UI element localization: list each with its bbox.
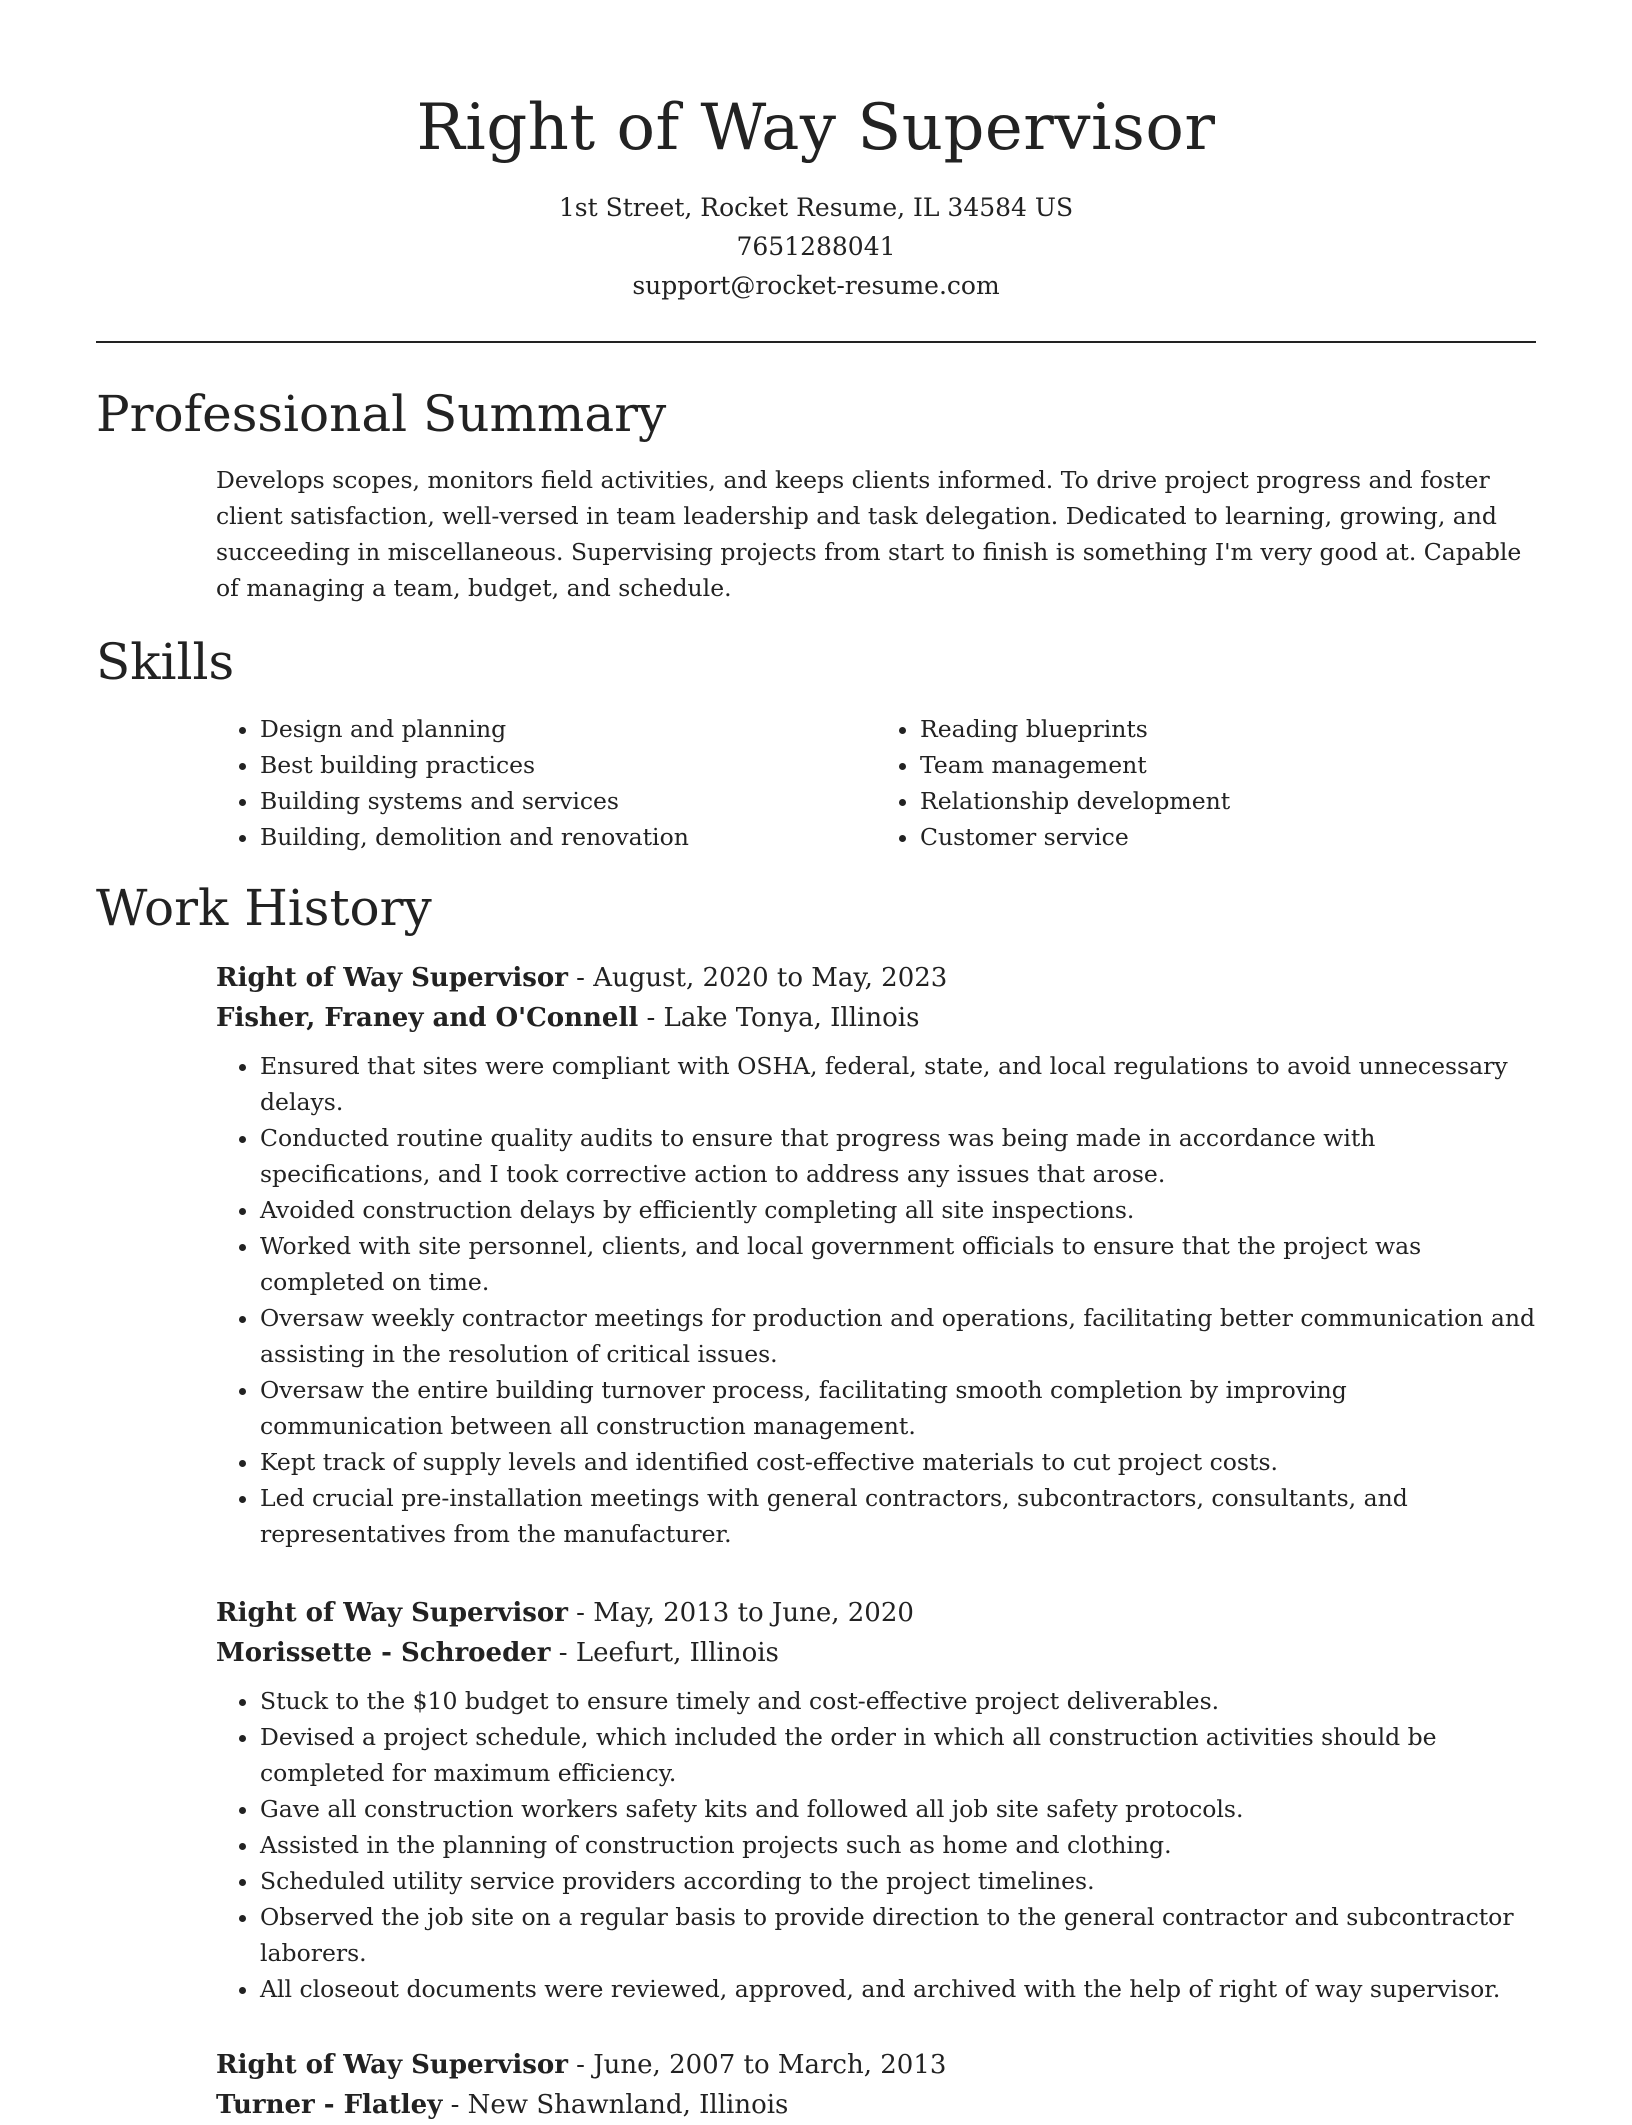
skill-item: • Customer service	[920, 819, 1536, 855]
job-dates: June, 2007 to March, 2013	[593, 2050, 947, 2080]
job-bullet: • Kept track of supply levels and identified cost-effective materials to cut project costs.	[260, 1444, 1536, 1480]
job-title-line	[216, 1593, 1536, 1633]
job-role: Right of Way Supervisor	[216, 1598, 568, 1628]
job-bullet: • All closeout documents were reviewed, approved, and archived with the help of right of way supervisor.	[260, 1971, 1536, 2007]
separator: -	[638, 1003, 664, 1033]
job-company-line	[216, 998, 1536, 1038]
summary-text: Develops scopes, monitors field activities, and keeps clients informed. To drive project progress and foster client satisfaction, well-versed in team leadership and task delegation. Dedicated to learning, growing, and succeeding in miscellaneous. Supervising projects from start to finish is something I'm very good at. Capable of managing a team, budget, and schedule.	[216, 466, 1522, 602]
job-entry	[216, 958, 1536, 1552]
job-company: Morissette - Schroeder	[216, 1638, 551, 1668]
skills-section	[216, 711, 1536, 855]
job-dates: May, 2013 to June, 2020	[593, 1598, 914, 1628]
job-company: Fisher, Franey and O'Connell	[216, 1003, 639, 1033]
phone: 7651288041	[736, 232, 896, 261]
job-bullet: • Devised a project schedule, which included the order in which all construction activities should be completed for maximum efficiency.	[260, 1719, 1536, 1791]
separator: -	[567, 963, 594, 993]
job-company-line	[216, 2085, 1536, 2125]
work-history-heading: Work History	[96, 879, 432, 937]
job-location: Leefurt, Illinois	[575, 1638, 779, 1668]
job-title-line	[216, 958, 1536, 998]
job-bullets	[216, 1683, 1536, 2007]
job-location: New Shawnland, Illinois	[467, 2090, 789, 2120]
job-bullet: • Worked with site personnel, clients, and local government officials to ensure that the project was completed on time.	[260, 1228, 1536, 1300]
job-entry	[216, 1593, 1536, 2007]
skill-item: • Best building practices	[260, 747, 876, 783]
job-entry	[216, 2045, 1536, 2125]
separator: -	[567, 1598, 594, 1628]
separator: -	[442, 2090, 468, 2120]
skill-item: • Building, demolition and renovation	[260, 819, 876, 855]
job-bullet: • Oversaw the entire building turnover process, facilitating smooth completion by improving communication between all construction management.	[260, 1372, 1536, 1444]
job-bullets	[216, 1048, 1536, 1552]
job-bullet: • Observed the job site on a regular basis to provide direction to the general contractor and subcontractor laborers.	[260, 1899, 1536, 1971]
separator: -	[567, 2050, 594, 2080]
skills-list-right	[876, 711, 1536, 855]
job-bullet: • Assisted in the planning of construction projects such as home and clothing.	[260, 1827, 1536, 1863]
header-divider	[96, 341, 1536, 343]
skill-item: • Design and planning	[260, 711, 876, 747]
contact-info	[0, 188, 1632, 305]
job-company: Turner - Flatley	[216, 2090, 443, 2120]
address: 1st Street, Rocket Resume, IL 34584 US	[558, 193, 1074, 222]
job-bullet: • Avoided construction delays by efficiently completing all site inspections.	[260, 1192, 1536, 1228]
job-title-line	[216, 2045, 1536, 2085]
job-bullet: • Scheduled utility service providers according to the project timelines.	[260, 1863, 1536, 1899]
skill-item: • Reading blueprints	[920, 711, 1536, 747]
candidate-name: Right of Way Supervisor	[416, 91, 1216, 165]
skill-item: • Relationship development	[920, 783, 1536, 819]
resume-header	[0, 0, 1632, 305]
job-company-line	[216, 1633, 1536, 1673]
summary-section	[216, 462, 1536, 606]
job-location: Lake Tonya, Illinois	[663, 1003, 920, 1033]
job-role: Right of Way Supervisor	[216, 2050, 568, 2080]
job-dates: August, 2020 to May, 2023	[593, 963, 948, 993]
job-bullet: • Stuck to the $10 budget to ensure timely and cost-effective project deliverables.	[260, 1683, 1536, 1719]
separator: -	[550, 1638, 576, 1668]
job-bullet: • Gave all construction workers safety kits and followed all job site safety protocols.	[260, 1791, 1536, 1827]
skills-heading: Skills	[96, 633, 235, 691]
job-bullet: • Conducted routine quality audits to ensure that progress was being made in accordance with specifications, and I took corrective action to address any issues that arose.	[260, 1120, 1536, 1192]
skills-list-left	[216, 711, 876, 855]
job-role: Right of Way Supervisor	[216, 963, 568, 993]
email: support@rocket-resume.com	[632, 271, 1000, 300]
skill-item: • Building systems and services	[260, 783, 876, 819]
summary-heading: Professional Summary	[96, 385, 667, 443]
skill-item: • Team management	[920, 747, 1536, 783]
job-bullet: • Oversaw weekly contractor meetings for production and operations, facilitating better communication and assisting in the resolution of critical issues.	[260, 1300, 1536, 1372]
job-bullet: • Led crucial pre-installation meetings with general contractors, subcontractors, consultants, and representatives from the manufacturer.	[260, 1480, 1536, 1552]
job-bullet: • Ensured that sites were compliant with OSHA, federal, state, and local regulations to avoid unnecessary delays.	[260, 1048, 1536, 1120]
